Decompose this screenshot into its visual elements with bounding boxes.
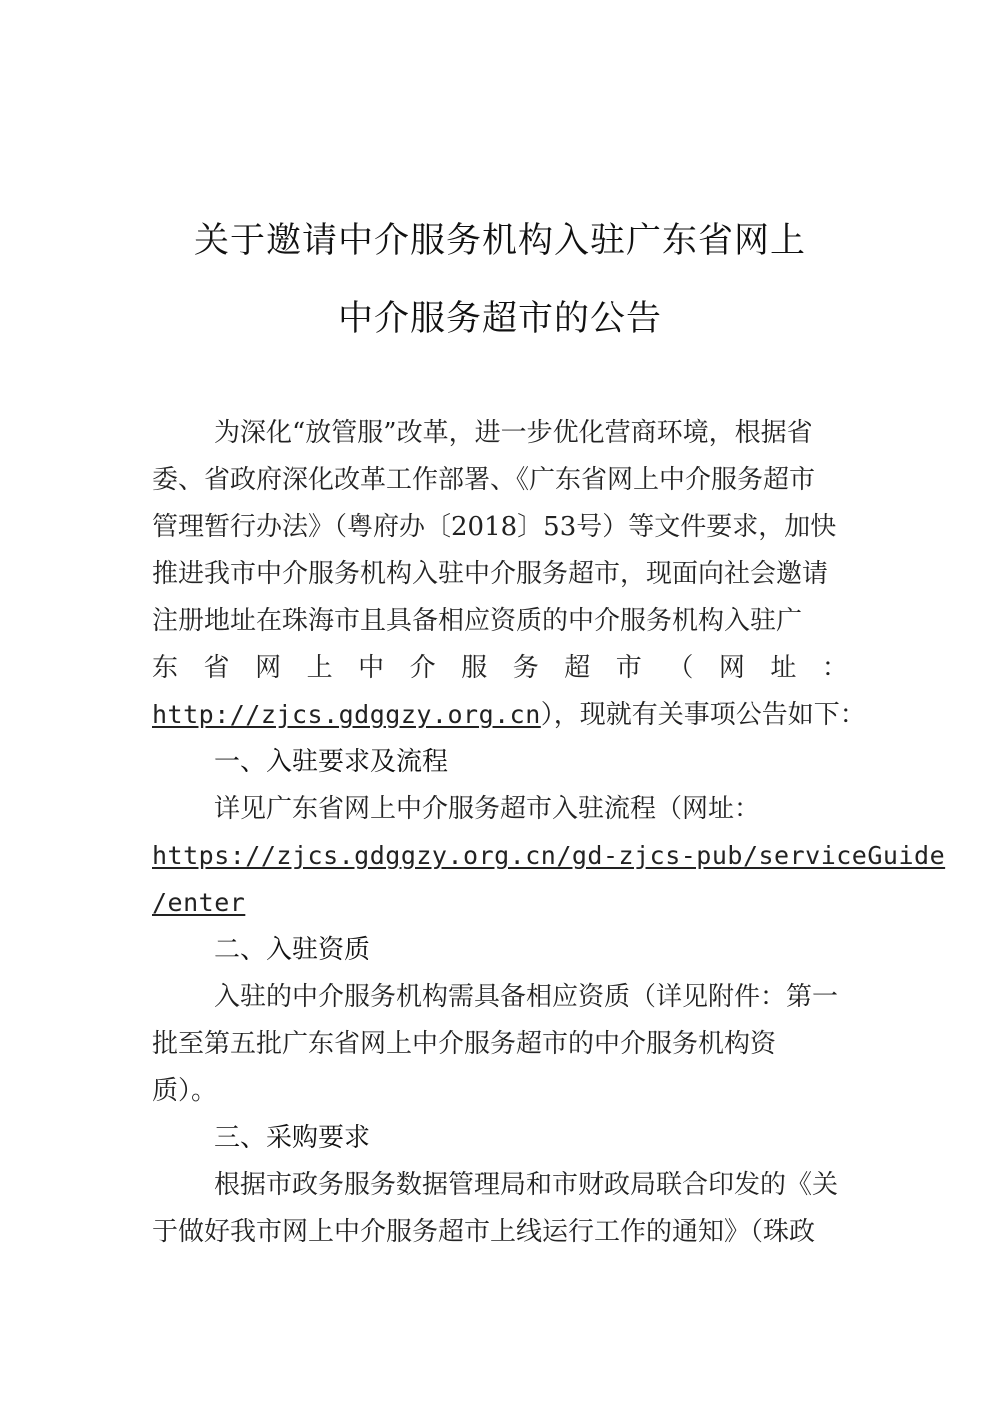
intro-line-6-char: 东 — [152, 653, 179, 683]
section-2-heading: 二、入驻资质 — [214, 935, 371, 965]
intro-line-6-char: 址 — [770, 653, 797, 683]
intro-line-7-tail: ），现就有关事项公告如下： — [540, 700, 866, 730]
superstore-url-link[interactable]: http://zjcs.gdggzy.org.cn — [152, 700, 541, 729]
section-2-line-3: 质）。 — [152, 1076, 218, 1106]
intro-line-6-char: 市 — [615, 653, 642, 683]
intro-line-5: 注册地址在珠海市且具备相应资质的中介服务机构入驻广 — [152, 606, 803, 636]
intro-line-6-char: （ — [667, 653, 694, 683]
section-2-line-1: 入驻的中介服务机构需具备相应资质（详见附件：第一 — [214, 982, 839, 1012]
intro-line-4: 推进我市中介服务机构入驻中介服务超市，现面向社会邀请 — [152, 559, 829, 589]
section-1-link-line-1 — [152, 833, 946, 879]
intro-line-6-char: 网 — [718, 653, 745, 683]
intro-line-1: 为深化“放管服”改革，进一步优化营商环境，根据省 — [214, 418, 813, 448]
intro-line-6-char: 上 — [306, 653, 333, 683]
intro-line-7 — [152, 692, 866, 738]
entry-process-url-link-part-2[interactable]: /enter — [152, 888, 246, 917]
section-1-line-1: 详见广东省网上中介服务超市入驻流程（网址： — [214, 794, 761, 824]
intro-line-3: 管理暂行办法》（粤府办〔2018〕53号）等文件要求，加快 — [152, 512, 837, 542]
entry-process-url-link-part-1[interactable]: https://zjcs.gdggzy.org.cn/gd-zjcs-pub/serviceGuide — [152, 841, 946, 870]
section-3-heading: 三、采购要求 — [214, 1123, 371, 1153]
intro-line-6-char: 务 — [512, 653, 539, 683]
intro-line-6-char: 超 — [564, 653, 591, 683]
intro-line-6-char: 介 — [409, 653, 436, 683]
section-1-link-line-2 — [152, 880, 848, 926]
section-3-line-1: 根据市政务服务数据管理局和市财政局联合印发的《关 — [214, 1170, 839, 1200]
section-1-heading: 一、入驻要求及流程 — [214, 747, 449, 777]
document-title-line-1: 关于邀请中介服务机构入驻广东省网上 — [193, 221, 806, 261]
section-2-line-2: 批至第五批广东省网上中介服务超市的中介服务机构资 — [152, 1029, 777, 1059]
intro-line-6-char: 网 — [255, 653, 282, 683]
intro-line-6-char: ： — [821, 653, 848, 683]
intro-line-6-char: 省 — [203, 653, 230, 683]
intro-line-6 — [152, 645, 848, 691]
document-title-line-2: 中介服务超市的公告 — [337, 299, 662, 339]
section-3-line-2: 于做好我市网上中介服务超市上线运行工作的通知》（珠政 — [152, 1217, 816, 1247]
intro-line-6-char: 服 — [461, 653, 488, 683]
intro-line-2: 委、省政府深化改革工作部署、《广东省网上中介服务超市 — [152, 465, 816, 495]
intro-line-6-char: 中 — [358, 653, 385, 683]
